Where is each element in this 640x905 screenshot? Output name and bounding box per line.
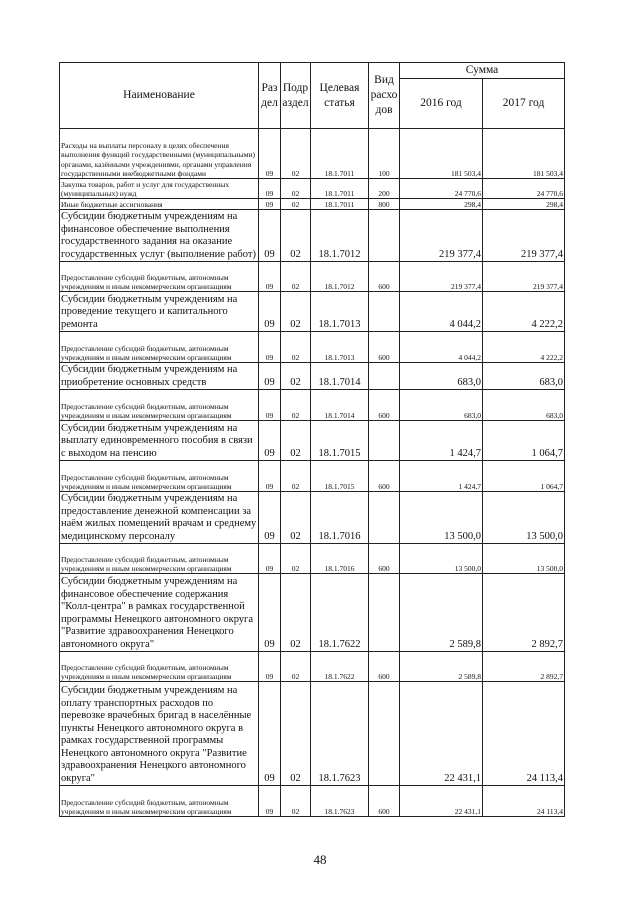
cell-sum-2017: 2 892,7 bbox=[483, 574, 565, 652]
cell-sum-2016: 1 424,7 bbox=[400, 421, 483, 461]
cell-podrazdel: 02 bbox=[281, 544, 311, 574]
cell-celevaya: 18.1.7013 bbox=[311, 292, 369, 332]
cell-razdel: 09 bbox=[259, 574, 281, 652]
cell-sum-2016: 22 431,1 bbox=[400, 786, 483, 817]
cell-podrazdel: 02 bbox=[281, 652, 311, 682]
cell-vid: 800 bbox=[369, 199, 400, 210]
cell-podrazdel: 02 bbox=[281, 129, 311, 179]
cell-name: Предоставление субсидий бюджетным, автономным учреждениям и иным некоммерческим организациям bbox=[60, 544, 259, 574]
table-row bbox=[60, 199, 565, 210]
cell-sum-2016: 219 377,4 bbox=[400, 262, 483, 292]
cell-sum-2017: 683,0 bbox=[483, 363, 565, 390]
cell-sum-2016: 24 770,6 bbox=[400, 179, 483, 199]
cell-vid: 600 bbox=[369, 461, 400, 492]
cell-sum-2017: 24 113,4 bbox=[483, 786, 565, 817]
cell-razdel: 09 bbox=[259, 652, 281, 682]
header-year-2016: 2016 год bbox=[400, 79, 483, 129]
cell-name: Субсидии бюджетным учреждениям на финансовое обеспечение содержания "Колл-центра" в рамках государственной программы Ненецкого автономного округа "Развитие здравоохранения Ненецкого автономного округа" bbox=[60, 574, 259, 652]
cell-razdel: 09 bbox=[259, 421, 281, 461]
header-razdel: Раз дел bbox=[259, 63, 281, 129]
cell-celevaya: 18.1.7014 bbox=[311, 363, 369, 390]
cell-podrazdel: 02 bbox=[281, 292, 311, 332]
cell-vid: 100 bbox=[369, 129, 400, 179]
budget-table bbox=[59, 62, 565, 817]
cell-sum-2016: 13 500,0 bbox=[400, 492, 483, 544]
table-row bbox=[60, 574, 565, 652]
header-celevaya: Целевая статья bbox=[311, 63, 369, 129]
cell-podrazdel: 02 bbox=[281, 390, 311, 421]
table-row bbox=[60, 786, 565, 817]
table-row bbox=[60, 544, 565, 574]
cell-sum-2017: 1 064,7 bbox=[483, 461, 565, 492]
cell-podrazdel: 02 bbox=[281, 786, 311, 817]
table-row bbox=[60, 179, 565, 199]
cell-name: Субсидии бюджетным учреждениям на финансовое обеспечение выполнения государственного задания на оказание государственных услуг (выполнение работ) bbox=[60, 210, 259, 262]
cell-razdel: 09 bbox=[259, 262, 281, 292]
cell-podrazdel: 02 bbox=[281, 179, 311, 199]
cell-celevaya: 18.1.7015 bbox=[311, 421, 369, 461]
cell-celevaya: 18.1.7011 bbox=[311, 199, 369, 210]
cell-name: Субсидии бюджетным учреждениям на приобретение основных средств bbox=[60, 363, 259, 390]
cell-sum-2017: 181 503,4 bbox=[483, 129, 565, 179]
cell-sum-2016: 219 377,4 bbox=[400, 210, 483, 262]
cell-name: Субсидии бюджетным учреждениям на оплату транспортных расходов по перевозке врачебных бригад в населённые пункты Ненецкого автономного округа в рамках государственной программы Ненецкого автономного округа "Развитие здравоохранения Ненецкого автономного округа" bbox=[60, 682, 259, 786]
table-row bbox=[60, 292, 565, 332]
cell-celevaya: 18.1.7623 bbox=[311, 786, 369, 817]
cell-celevaya: 18.1.7016 bbox=[311, 544, 369, 574]
cell-celevaya: 18.1.7622 bbox=[311, 574, 369, 652]
cell-vid: 600 bbox=[369, 262, 400, 292]
cell-celevaya: 18.1.7012 bbox=[311, 262, 369, 292]
cell-name: Расходы на выплаты персоналу в целях обеспечения выполнения функций государственными (муниципальными) органами, казёнными учреждениями, органами управления государственными внебюджетными фондами bbox=[60, 129, 259, 179]
cell-vid: 200 bbox=[369, 179, 400, 199]
cell-name: Предоставление субсидий бюджетным, автономным учреждениям и иным некоммерческим организациям bbox=[60, 461, 259, 492]
cell-name: Предоставление субсидий бюджетным, автономным учреждениям и иным некоммерческим организациям bbox=[60, 652, 259, 682]
table-row bbox=[60, 390, 565, 421]
cell-name: Субсидии бюджетным учреждениям на выплату единовременного пособия в связи с выходом на пенсию bbox=[60, 421, 259, 461]
cell-celevaya: 18.1.7623 bbox=[311, 682, 369, 786]
table-row bbox=[60, 332, 565, 363]
cell-sum-2016: 4 044,2 bbox=[400, 292, 483, 332]
cell-razdel: 09 bbox=[259, 179, 281, 199]
cell-vid: 600 bbox=[369, 544, 400, 574]
cell-vid bbox=[369, 492, 400, 544]
cell-podrazdel: 02 bbox=[281, 682, 311, 786]
cell-vid bbox=[369, 421, 400, 461]
cell-name: Субсидии бюджетным учреждениям на предоставление денежной компенсации за наём жилых помещений врачам и среднему медицинскому персоналу bbox=[60, 492, 259, 544]
cell-sum-2016: 13 500,0 bbox=[400, 544, 483, 574]
cell-sum-2017: 298,4 bbox=[483, 199, 565, 210]
cell-name: Субсидии бюджетным учреждениям на проведение текущего и капитального ремонта bbox=[60, 292, 259, 332]
cell-razdel: 09 bbox=[259, 544, 281, 574]
cell-vid: 600 bbox=[369, 652, 400, 682]
cell-podrazdel: 02 bbox=[281, 199, 311, 210]
cell-sum-2017: 13 500,0 bbox=[483, 544, 565, 574]
cell-vid: 600 bbox=[369, 332, 400, 363]
cell-podrazdel: 02 bbox=[281, 421, 311, 461]
cell-sum-2016: 181 503,4 bbox=[400, 129, 483, 179]
cell-vid bbox=[369, 210, 400, 262]
cell-razdel: 09 bbox=[259, 682, 281, 786]
cell-podrazdel: 02 bbox=[281, 461, 311, 492]
table-row bbox=[60, 461, 565, 492]
table-body bbox=[60, 129, 565, 817]
cell-razdel: 09 bbox=[259, 786, 281, 817]
cell-sum-2017: 4 222,2 bbox=[483, 332, 565, 363]
cell-celevaya: 18.1.7014 bbox=[311, 390, 369, 421]
cell-razdel: 09 bbox=[259, 363, 281, 390]
cell-name: Предоставление субсидий бюджетным, автономным учреждениям и иным некоммерческим организациям bbox=[60, 262, 259, 292]
cell-razdel: 09 bbox=[259, 210, 281, 262]
page-number: 48 bbox=[313, 852, 327, 867]
cell-sum-2016: 2 589,8 bbox=[400, 574, 483, 652]
cell-sum-2017: 683,0 bbox=[483, 390, 565, 421]
cell-razdel: 09 bbox=[259, 199, 281, 210]
table-row bbox=[60, 492, 565, 544]
cell-sum-2017: 4 222,2 bbox=[483, 292, 565, 332]
cell-razdel: 09 bbox=[259, 332, 281, 363]
cell-vid bbox=[369, 574, 400, 652]
cell-vid: 600 bbox=[369, 786, 400, 817]
cell-vid: 600 bbox=[369, 390, 400, 421]
cell-sum-2017: 24 770,6 bbox=[483, 179, 565, 199]
table-row bbox=[60, 363, 565, 390]
cell-podrazdel: 02 bbox=[281, 210, 311, 262]
header-summa: Сумма bbox=[400, 63, 565, 79]
cell-podrazdel: 02 bbox=[281, 574, 311, 652]
cell-celevaya: 18.1.7013 bbox=[311, 332, 369, 363]
cell-sum-2017: 219 377,4 bbox=[483, 262, 565, 292]
header-year-2017: 2017 год bbox=[483, 79, 565, 129]
cell-sum-2016: 1 424,7 bbox=[400, 461, 483, 492]
cell-celevaya: 18.1.7011 bbox=[311, 179, 369, 199]
table-row bbox=[60, 421, 565, 461]
cell-vid bbox=[369, 292, 400, 332]
cell-vid bbox=[369, 682, 400, 786]
cell-sum-2016: 683,0 bbox=[400, 390, 483, 421]
cell-celevaya: 18.1.7016 bbox=[311, 492, 369, 544]
cell-sum-2017: 219 377,4 bbox=[483, 210, 565, 262]
cell-vid bbox=[369, 363, 400, 390]
cell-razdel: 09 bbox=[259, 492, 281, 544]
cell-name: Предоставление субсидий бюджетным, автономным учреждениям и иным некоммерческим организациям bbox=[60, 786, 259, 817]
table-row bbox=[60, 652, 565, 682]
cell-sum-2016: 683,0 bbox=[400, 363, 483, 390]
cell-name: Предоставление субсидий бюджетным, автономным учреждениям и иным некоммерческим организациям bbox=[60, 390, 259, 421]
header-vid: Вид расхо дов bbox=[369, 63, 400, 129]
table-row bbox=[60, 129, 565, 179]
cell-razdel: 09 bbox=[259, 461, 281, 492]
header-podrazdel: Подр аздел bbox=[281, 63, 311, 129]
cell-celevaya: 18.1.7011 bbox=[311, 129, 369, 179]
cell-razdel: 09 bbox=[259, 292, 281, 332]
cell-razdel: 09 bbox=[259, 390, 281, 421]
cell-sum-2017: 24 113,4 bbox=[483, 682, 565, 786]
cell-name: Предоставление субсидий бюджетным, автономным учреждениям и иным некоммерческим организациям bbox=[60, 332, 259, 363]
cell-sum-2017: 13 500,0 bbox=[483, 492, 565, 544]
cell-podrazdel: 02 bbox=[281, 332, 311, 363]
cell-sum-2017: 1 064,7 bbox=[483, 421, 565, 461]
cell-celevaya: 18.1.7012 bbox=[311, 210, 369, 262]
table-row bbox=[60, 262, 565, 292]
cell-sum-2016: 298,4 bbox=[400, 199, 483, 210]
cell-podrazdel: 02 bbox=[281, 262, 311, 292]
cell-sum-2016: 2 589,8 bbox=[400, 652, 483, 682]
cell-sum-2017: 2 892,7 bbox=[483, 652, 565, 682]
cell-name: Иные бюджетные ассигнования bbox=[60, 199, 259, 210]
cell-podrazdel: 02 bbox=[281, 492, 311, 544]
cell-razdel: 09 bbox=[259, 129, 281, 179]
cell-celevaya: 18.1.7015 bbox=[311, 461, 369, 492]
cell-sum-2016: 22 431,1 bbox=[400, 682, 483, 786]
cell-podrazdel: 02 bbox=[281, 363, 311, 390]
table-row bbox=[60, 682, 565, 786]
header-name: Наименование bbox=[60, 63, 259, 129]
cell-name: Закупка товаров, работ и услуг для государственных (муниципальных) нужд bbox=[60, 179, 259, 199]
table-row bbox=[60, 210, 565, 262]
cell-celevaya: 18.1.7622 bbox=[311, 652, 369, 682]
cell-sum-2016: 4 044,2 bbox=[400, 332, 483, 363]
